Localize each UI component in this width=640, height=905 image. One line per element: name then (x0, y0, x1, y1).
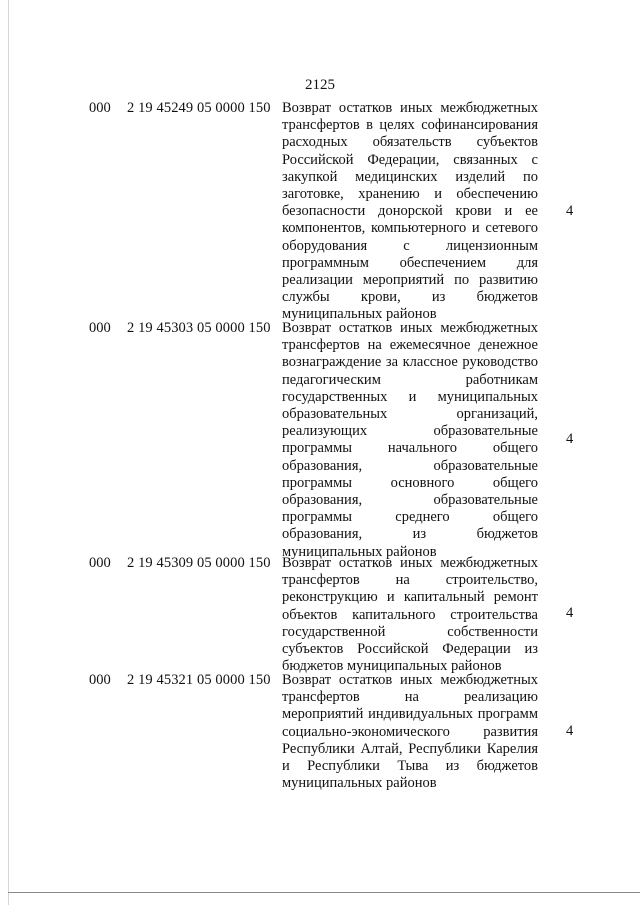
budget-classification-code: 2 19 45303 05 0000 150 (127, 320, 271, 336)
page-number: 2125 (305, 77, 335, 93)
budget-classification-code: 2 19 45321 05 0000 150 (127, 672, 271, 688)
group-number: 4 (566, 203, 574, 219)
income-name: Возврат остатков иных межбюджетных трансфертов на реализацию мероприятий индивидуальных программ социально-экономического развития Республики Алтай, Республики Карелия и Республики Тыва из бюджетов муниципальных районов (282, 672, 538, 792)
income-name: Возврат остатков иных межбюджетных трансфертов на ежемесячное денежное вознаграждение за классное руководство педагогическим работникам государственных и муниципальных образовательных организаций, реализующих образовательные программы начального общего образования, образовательные программы основного общего образования, образовательные программы среднего общего образования, из бюджетов муниципальных районов (282, 320, 538, 560)
group-number: 4 (566, 431, 574, 447)
income-name: Возврат остатков иных межбюджетных трансфертов на строительство, реконструкцию и капитальный ремонт объектов капитального строительства государственной собственности субъектов Российской Федерации из бюджетов муниципальных районов (282, 555, 538, 675)
group-number: 4 (566, 605, 574, 621)
income-name: Возврат остатков иных межбюджетных трансфертов в целях софинансирования расходных обязательств субъектов Российской Федерации, связанных с закупкой медицинских изделий по заготовке, хранению и обеспечению безопасности донорской крови и ее компонентов, компьютерного и сетевого оборудования с лицензионным программным обеспечением для реализации мероприятий по развитию службы крови, из бюджетов муниципальных районов (282, 100, 538, 323)
scan-bottom-edge (8, 892, 640, 893)
budget-classification-code: 2 19 45249 05 0000 150 (127, 100, 271, 116)
group-number: 4 (566, 723, 574, 739)
scan-left-edge (8, 0, 9, 905)
budget-classification-code: 2 19 45309 05 0000 150 (127, 555, 271, 571)
admin-code: 000 (89, 320, 111, 336)
admin-code: 000 (89, 555, 111, 571)
admin-code: 000 (89, 672, 111, 688)
admin-code: 000 (89, 100, 111, 116)
